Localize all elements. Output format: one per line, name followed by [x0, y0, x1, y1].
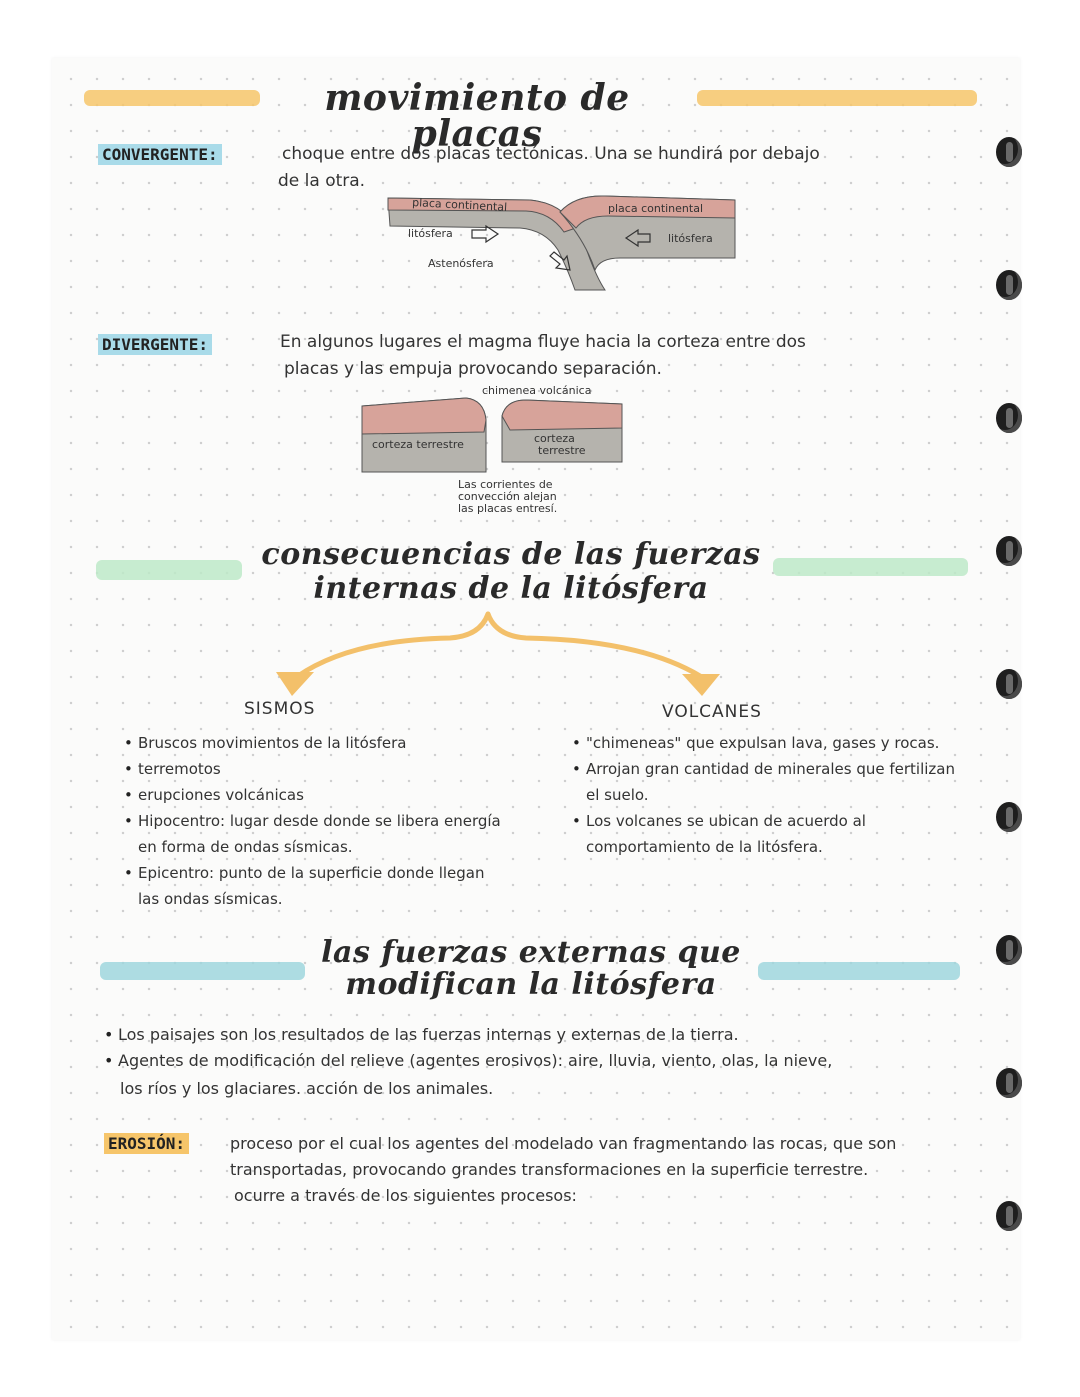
- convergente-label: CONVERGENTE:: [98, 144, 222, 165]
- list-item: • Hipocentro: lugar desde donde se libera energía en forma de ondas sísmicas.: [124, 808, 509, 860]
- note-line-2: convección alejan: [458, 490, 557, 503]
- binder-ring-icon: [996, 403, 1022, 433]
- binder-ring-icon: [996, 270, 1022, 300]
- label-lito-left: litósfera: [408, 227, 453, 240]
- arrow-down-right-icon: [682, 674, 720, 696]
- label-lito-right: litósfera: [668, 232, 713, 245]
- divergente-text-line-1: En algunos lugares el magma fluye hacia la corteza entre dos: [280, 332, 806, 352]
- title-highlight-right: [697, 90, 977, 106]
- branch-arrows: [270, 610, 730, 700]
- title2-highlight-right: [773, 558, 968, 576]
- binder-ring-icon: [996, 1201, 1022, 1231]
- list-item: • Epicentro: punto de la superficie donde llegan las ondas sísmicas.: [124, 860, 509, 912]
- volcanes-list: [572, 730, 962, 860]
- divergente-text-line-2: placas y las empuja provocando separación.: [284, 359, 662, 379]
- page-title: movimiento de placas: [324, 77, 630, 155]
- title2-highlight-left: [96, 560, 242, 580]
- volcanes-heading: VOLCANES: [662, 702, 762, 722]
- erosion-label: EROSIÓN:: [104, 1133, 189, 1154]
- label-corteza-right-1: corteza: [534, 432, 575, 445]
- list-item: • terremotos: [124, 756, 509, 782]
- list-item: • erupciones volcánicas: [124, 782, 509, 808]
- binder-ring-icon: [996, 802, 1022, 832]
- sismos-heading: SISMOS: [244, 699, 316, 719]
- arrow-down-left-icon: [276, 672, 314, 696]
- list-item: • Agentes de modificación del relieve (agentes erosivos): aire, lluvia, viento, olas, la nieve,: [104, 1048, 984, 1074]
- convergente-text-line-1: choque entre dos placas tectónicas. Una se hundirá por debajo: [282, 144, 820, 164]
- section-title-internas-line-1: consecuencias de las fuerzas: [261, 537, 761, 572]
- label-corteza-right-2: terrestre: [538, 444, 586, 457]
- erosion-text-line-3: ocurre a través de los siguientes procesos:: [234, 1186, 577, 1205]
- externas-bullet2-line-2: los ríos y los glaciares. acción de los animales.: [120, 1079, 494, 1098]
- convergent-plates-diagram: [380, 190, 750, 295]
- arrow-right-icon: [472, 226, 498, 242]
- title3-highlight-right: [758, 962, 960, 980]
- erosion-text-line-2: transportadas, provocando grandes transformaciones en la superficie terrestre.: [230, 1160, 869, 1179]
- section-title-internas-line-2: internas de la litósfera: [313, 571, 709, 606]
- sismos-list: [124, 730, 509, 912]
- label-placa-left: placa continental: [411, 196, 508, 214]
- convergente-text-line-2: de la otra.: [278, 171, 366, 191]
- erosion-text-line-1: proceso por el cual los agentes del modelado van fragmentando las rocas, que son: [230, 1134, 897, 1153]
- binder-ring-icon: [996, 536, 1022, 566]
- binder-ring-icon: [996, 137, 1022, 167]
- note-line-1: Las corrientes de: [458, 478, 553, 491]
- list-item: • Bruscos movimientos de la litósfera: [124, 730, 509, 756]
- binder-ring-icon: [996, 935, 1022, 965]
- note-line-3: las placas entresí.: [458, 502, 558, 515]
- divergent-plates-diagram: [356, 380, 631, 520]
- label-chimenea: chimenea volcánica: [482, 384, 592, 397]
- list-item: • Los paisajes son los resultados de las fuerzas internas y externas de la tierra.: [104, 1022, 984, 1048]
- list-item: • Los volcanes se ubican de acuerdo al comportamiento de la litósfera.: [572, 808, 962, 860]
- list-item: • "chimeneas" que expulsan lava, gases y rocas.: [572, 730, 962, 756]
- divergente-label: DIVERGENTE:: [98, 334, 212, 355]
- list-item: • Arrojan gran cantidad de minerales que fertilizan el suelo.: [572, 756, 962, 808]
- title3-highlight-left: [100, 962, 305, 980]
- binder-ring-icon: [996, 1068, 1022, 1098]
- label-astenosfera: Astenósfera: [428, 257, 494, 270]
- title-highlight-left: [84, 90, 260, 106]
- label-placa-right: placa continental: [608, 202, 704, 215]
- binder-ring-icon: [996, 669, 1022, 699]
- section-title-externas-line-1: las fuerzas externas que: [321, 935, 741, 970]
- externas-list: [104, 1022, 984, 1074]
- label-corteza-left: corteza terrestre: [372, 438, 464, 451]
- section-title-externas-line-2: modifican la litósfera: [345, 967, 717, 1002]
